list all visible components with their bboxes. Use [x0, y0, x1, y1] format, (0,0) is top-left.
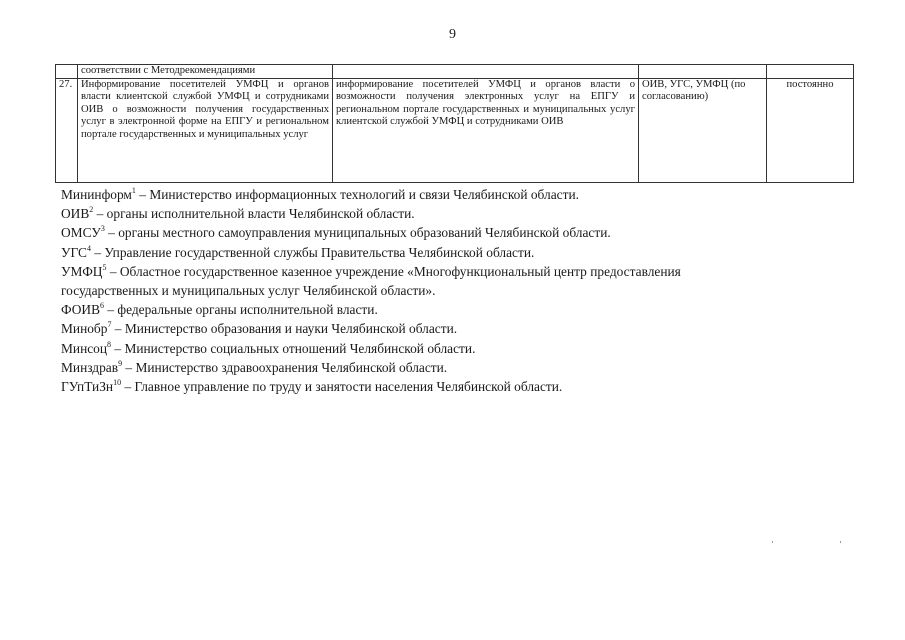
cell-result: информирование посетителей УМФЦ и органов власти о возможности получения электронных услуг на ЕПГУ и региональном портале государственных и муниципальных услуг клиентской службой УМФЦ и сотрудниками ОИВ — [333, 78, 639, 182]
footnote-abbr: Минсоц — [61, 340, 108, 356]
footnote-abbr: Минздрав — [61, 359, 119, 375]
table-row — [56, 78, 854, 182]
footnote — [61, 262, 781, 300]
cell-action: Информирование посетителей УМФЦ и органов власти клиентской службой УМФЦ и сотрудниками ОИВ о возможности получения государственных услуг в электронной форме на ЕПГУ и региональном портале государственных и муниципальных услуг — [78, 78, 333, 182]
footnote — [61, 358, 781, 377]
footnote-number: 6 — [100, 301, 105, 311]
table-row-continuation — [56, 65, 854, 79]
footnote-abbr: Мининформ — [61, 187, 132, 202]
cell-responsible: ОИВ, УГС, УМФЦ (по согласованию) — [639, 78, 767, 182]
footnote-abbr: Минобр — [61, 321, 108, 337]
footnote-text: – Министерство здравоохранения Челябинской области. — [122, 359, 448, 375]
footnote-number: 7 — [107, 320, 112, 330]
cell-action-continued: соответствии с Методрекомендациями — [78, 65, 333, 79]
footnote-number: 10 — [113, 378, 122, 388]
footnote-number: 5 — [102, 262, 107, 272]
footnote-number: 4 — [86, 243, 91, 253]
footnote — [61, 319, 781, 338]
footnote — [61, 204, 781, 223]
cell-deadline: постоянно — [767, 78, 854, 182]
footnote-text: – Министерство социальных отношений Челябинской области. — [111, 340, 476, 356]
footnote-number: 2 — [89, 205, 94, 215]
footnote-number: 1 — [131, 186, 136, 195]
cell-responsible — [639, 65, 767, 79]
footnote-text: – органы исполнительной власти Челябинской области. — [93, 206, 415, 222]
cell-result — [333, 65, 639, 79]
footnote — [61, 300, 781, 319]
footnote-text: – Управление государственной службы Правительства Челябинской области. — [90, 244, 535, 260]
footnote-abbr: ОИВ — [61, 206, 90, 222]
page-number: 9 — [449, 27, 456, 42]
cell-num: 27. — [56, 78, 78, 182]
footnote — [61, 377, 781, 396]
footnote — [61, 223, 781, 242]
action-plan-table — [55, 64, 854, 183]
footnote — [61, 339, 781, 358]
footnote — [61, 243, 781, 262]
footnote-abbr: ОМСУ — [61, 225, 101, 241]
footnote-abbr: УМФЦ — [61, 263, 103, 279]
footnote-number: 8 — [107, 339, 112, 349]
scan-mark — [840, 541, 841, 543]
cell-deadline — [767, 65, 854, 79]
footnotes — [61, 185, 781, 396]
footnote-text: – федеральные органы исполнительной власти. — [104, 302, 378, 318]
footnote-abbr: УГС — [61, 244, 87, 260]
footnote-text: – Министерство информационных технологий и связи Челябинской области. — [135, 187, 579, 202]
footnote-text: – Главное управление по труду и занятости населения Челябинской области. — [121, 379, 563, 395]
footnote-abbr: ФОИВ — [61, 302, 101, 318]
footnote-abbr: ГУпТиЗн — [61, 379, 114, 395]
scan-mark — [772, 541, 773, 543]
footnote-text: – органы местного самоуправления муниципальных образований Челябинской области. — [104, 225, 611, 241]
footnote-number: 9 — [118, 358, 123, 368]
footnote-text: – Областное государственное казенное учреждение «Многофункциональный центр предоставления государственных и муниципальных услуг Челябинской области». — [61, 263, 681, 299]
footnote — [61, 185, 781, 204]
footnote-text: – Министерство образования и науки Челябинской области. — [111, 321, 458, 337]
footnote-number: 3 — [100, 224, 105, 234]
cell-num — [56, 65, 78, 79]
